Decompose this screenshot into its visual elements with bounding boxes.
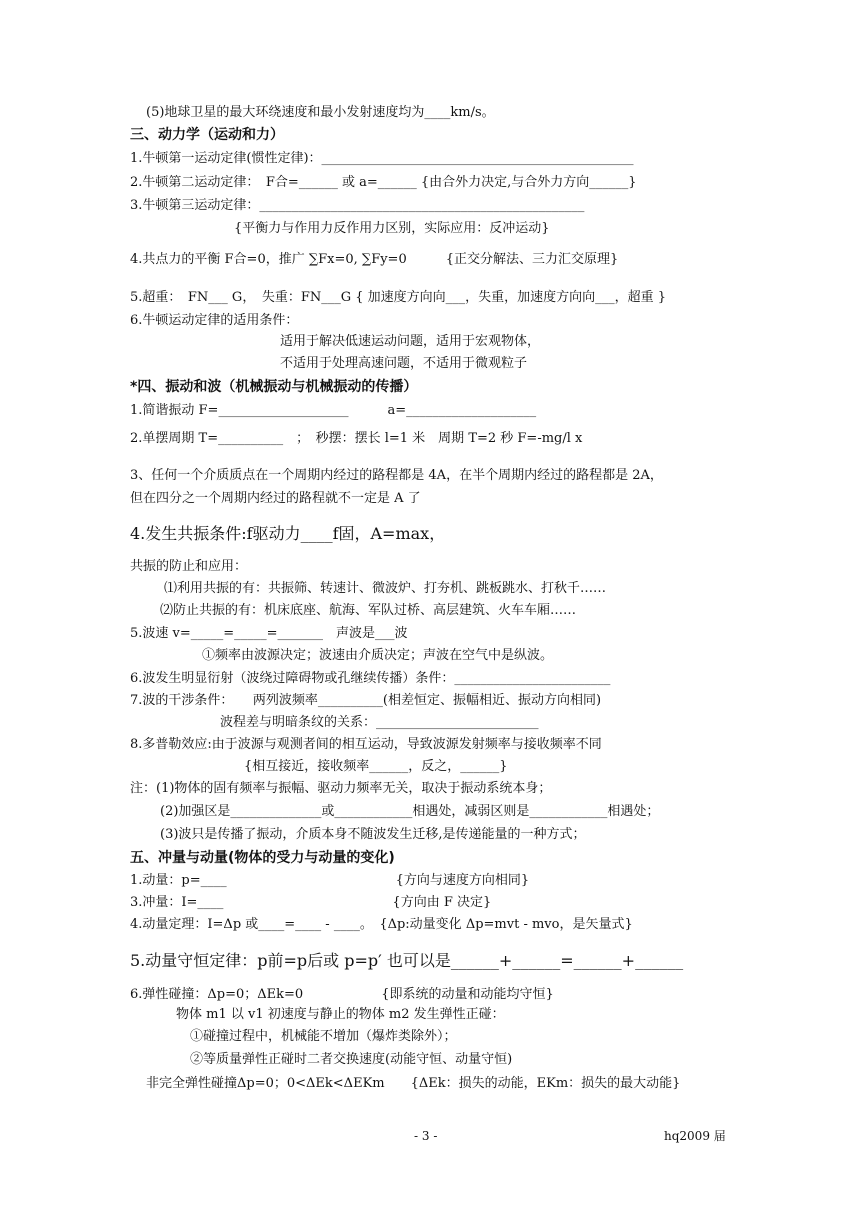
text-line: 5.动量守恒定律：p前=p后或 p=p′ 也可以是______+______=______+______ <box>130 951 684 970</box>
section-heading: *四、振动和波（机械振动与机械振动的传播） <box>130 379 418 395</box>
text-line: 波程差与明暗条纹的关系：_________________________ <box>220 715 539 730</box>
text-line: 1.牛顿第一运动定律(惯性定律)：________________________________________________ <box>130 151 634 166</box>
text-line: 3、任何一个介质质点在一个周期内经过的路程都是 4A，在半个周期内经过的路程都是 2A， <box>130 468 663 483</box>
text-line: 1.动量：p=____ {方向与速度方向相同} <box>130 873 530 888</box>
text-line: 适用于解决低速运动问题，适用于宏观物体， <box>280 334 541 349</box>
text-line: ②等质量弹性正碰时二者交换速度(动能守恒、动量守恒) <box>190 1052 513 1067</box>
text-line: ①频率由波源决定；波速由介质决定；声波在空气中是纵波。 <box>202 648 554 663</box>
text-line: 共振的防止和应用： <box>130 559 248 574</box>
text-line: {平衡力与作用力反作用力区别，实际应用：反冲运动} <box>234 221 550 236</box>
text-line: (5)地球卫星的最大环绕速度和最小发射速度均为____km/s。 <box>146 105 495 120</box>
text-line: 5.超重： FN___ G， 失重：FN___G { 加速度方向向___，失重，加速度方向向___，超重 } <box>130 290 667 305</box>
text-line: 6.牛顿运动定律的适用条件： <box>130 313 299 328</box>
text-line: 3.冲量：I=____ {方向由 F 决定} <box>130 895 492 910</box>
text-line: ①碰撞过程中，机械能不增加（爆炸类除外）； <box>190 1029 457 1044</box>
section-heading: 三、动力学（运动和力） <box>130 127 284 143</box>
text-line: 2.单摆周期 T=__________ ； 秒摆：摆长 l=1 米 周期 T=2 秒 F=-mg/l x <box>130 431 583 446</box>
text-line: (2)加强区是______________或____________相遇处，减弱区则是____________相遇处； <box>160 804 660 819</box>
text-line: 4.发生共振条件:f驱动力____f固，A=max， <box>130 524 446 543</box>
text-line: 6.波发生明显衍射（波绕过障碍物或孔继续传播）条件：________________________ <box>130 671 611 686</box>
section-heading: 五、冲量与动量(物体的受力与动量的变化) <box>130 850 395 866</box>
text-line: 但在四分之一个周期内经过的路程就不一定是 A 了 <box>130 491 421 506</box>
text-line: 不适用于处理高速问题，不适用于微观粒子 <box>280 356 528 371</box>
text-line: (3)波只是传播了振动，介质本身不随波发生迁移,是传递能量的一种方式； <box>160 827 586 842</box>
text-line: 7.波的干涉条件： 两列波频率__________(相差恒定、振幅相近、振动方向相同) <box>130 693 602 708</box>
text-line: 5.波速 v=_____=_____=_______ 声波是___波 <box>130 626 408 641</box>
footer-tag: hq2009 届 <box>664 1129 726 1143</box>
text-line: 3.牛顿第三运动定律：__________________________________________________ <box>130 198 585 213</box>
text-line: ⑵防止共振的有：机床底座、航海、军队过桥、高层建筑、火车车厢…… <box>160 603 577 618</box>
text-line: 6.弹性碰撞：Δp=0；ΔEk=0 {即系统的动量和动能均守恒} <box>130 987 554 1002</box>
page-number: - 3 - <box>414 1129 438 1143</box>
text-line: 注：(1)物体的固有频率与振幅、驱动力频率无关，取决于振动系统本身； <box>130 781 552 796</box>
text-line: 2.牛顿第二运动定律： F合=______ 或 a=______ {由合外力决定,与合外力方向______} <box>130 175 637 190</box>
text-line: 4.动量定理：I=Δp 或____=____ - ____。 {Δp:动量变化 Δp=mvt - mvo，是矢量式} <box>130 917 633 932</box>
text-line: 8.多普勒效应:由于波源与观测者间的相互运动，导致波源发射频率与接收频率不同 <box>130 737 602 752</box>
text-line: 4.共点力的平衡 F合=0，推广 ∑Fx=0, ∑Fy=0 {正交分解法、三力汇交原理} <box>130 252 619 267</box>
text-line: 1.简谐振动 F=____________________ a=____________________ <box>130 403 537 418</box>
text-line: 物体 m1 以 v1 初速度与静止的物体 m2 发生弹性正碰： <box>176 1007 505 1022</box>
text-line: {相互接近，接收频率______，反之，______} <box>244 759 508 774</box>
text-line: 非完全弹性碰撞Δp=0；0<ΔEk<ΔEKm {ΔEk：损失的动能，EKm：损失的最大动能} <box>146 1076 681 1091</box>
text-line: ⑴利用共振的有：共振筛、转速计、微波炉、打夯机、跳板跳水、打秋千…… <box>164 581 607 596</box>
